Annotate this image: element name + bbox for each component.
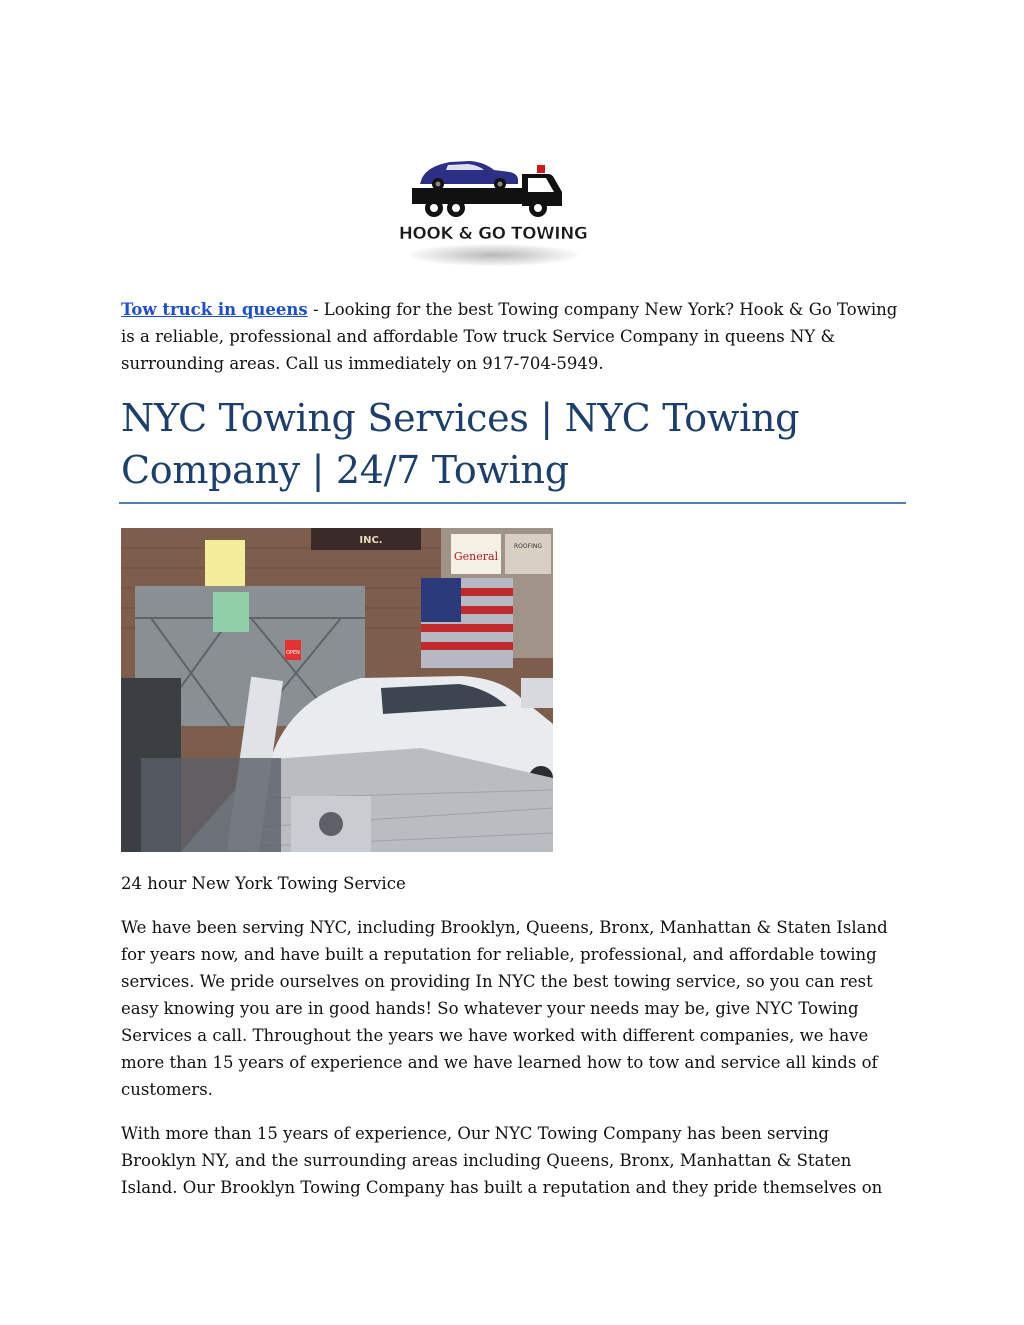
intro-paragraph — [121, 296, 905, 377]
tow-truck-photo — [121, 528, 553, 852]
sign-open: OPEN — [286, 650, 300, 656]
tow-truck-icon — [398, 148, 588, 248]
intro-text: - Looking for the best Towing company New York? Hook & Go Towing is a reliable, professional and affordable Tow truck Service Company in queens NY & surrounding areas. Call us immediately on 917-704-5949. — [121, 300, 898, 373]
company-logo — [398, 148, 588, 258]
sign-general: General — [453, 550, 499, 563]
tow-truck-queens-link[interactable]: Tow truck in queens — [121, 300, 308, 319]
photo-caption: 24 hour New York Towing Service — [121, 874, 406, 893]
page-heading: NYC Towing Services | NYC Towing Company | 24/7 Towing — [121, 396, 800, 492]
sign-inc: INC. — [359, 535, 383, 546]
sign-roofing: ROOFING — [514, 543, 542, 550]
heading-underline — [119, 502, 906, 504]
body-paragraph-1: We have been serving NYC, including Brooklyn, Queens, Bronx, Manhattan & Staten Island for years now, and have built a reputation for reliable, professional, and affordable towing services. We pride ourselves on providing In NYC the best towing service, so you can rest easy knowing you are in good hands! So whatever your needs may be, give NYC Towing Services a call. Throughout the years we have worked with different companies, we have more than 15 years of experience and we have learned how to tow and service all kinds of customers. — [121, 918, 888, 1099]
body-paragraph-2: With more than 15 years of experience, Our NYC Towing Company has been serving Brooklyn NY, and the surrounding areas including Queens, Bronx, Manhattan & Staten Island. Our Brooklyn Towing Company has built a reputation and they pride themselves on — [121, 1124, 883, 1197]
logo-text: HOOK & GO TOWING — [398, 224, 588, 244]
